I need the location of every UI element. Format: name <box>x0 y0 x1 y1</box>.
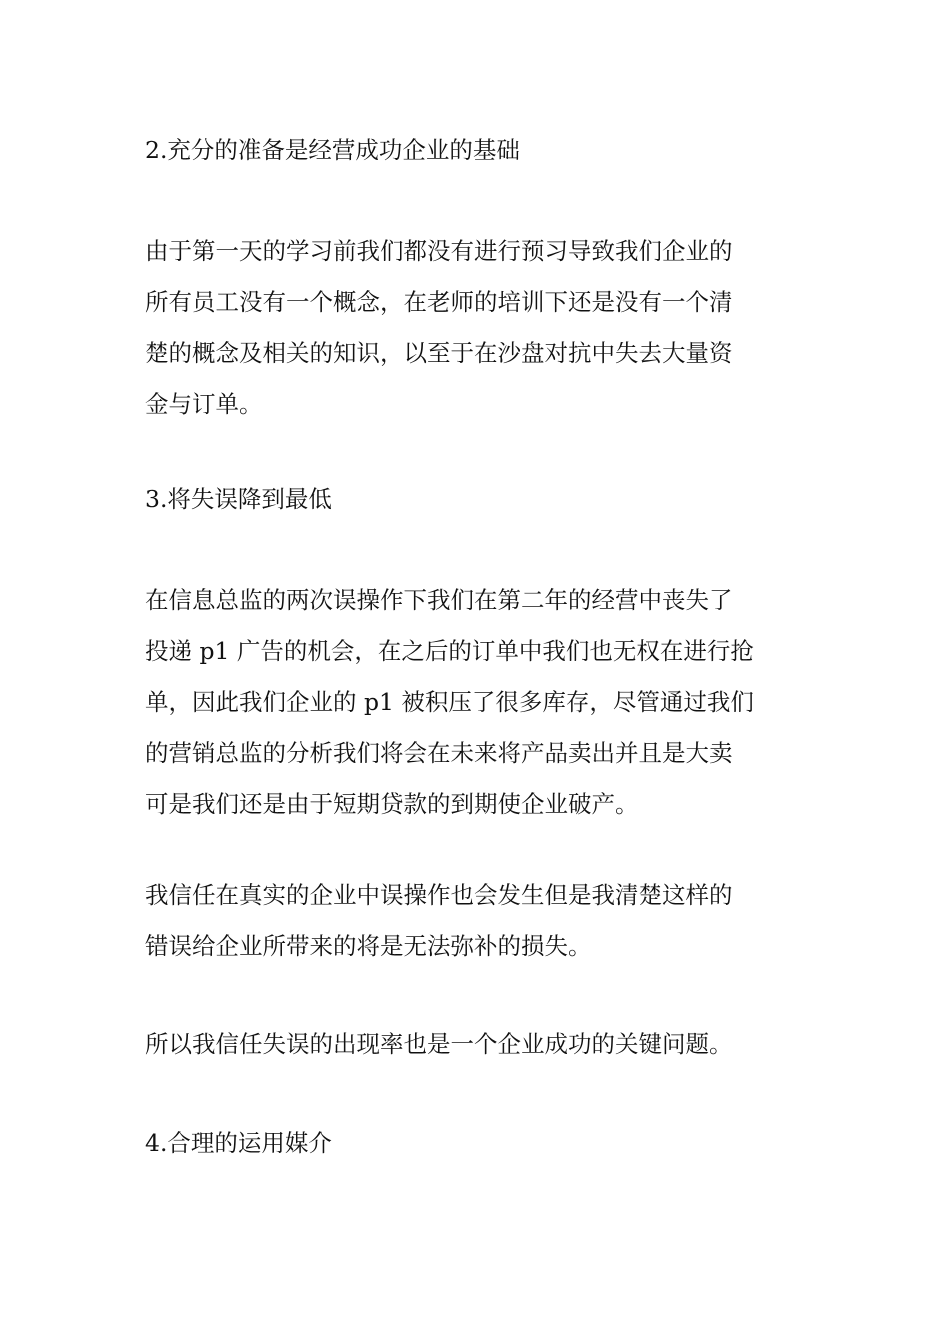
paragraph-line: 可是我们还是由于短期贷款的到期使企业破产。 <box>145 790 639 818</box>
paragraph-2 <box>145 575 810 830</box>
paragraph-4 <box>145 1019 810 1070</box>
heading-text: 2.充分的准备是经营成功企业的基础 <box>145 136 520 164</box>
section-heading-2 <box>145 125 810 176</box>
paragraph-3 <box>145 870 810 972</box>
paragraph-line: 我信任在真实的企业中误操作也会发生但是我清楚这样的 <box>145 881 733 909</box>
paragraph-line: 错误给企业所带来的将是无法弥补的损失。 <box>145 932 592 960</box>
paragraph-line: 在信息总监的两次误操作下我们在第二年的经营中丧失了 <box>145 586 733 614</box>
paragraph-1 <box>145 226 810 430</box>
section-heading-4 <box>145 1118 810 1169</box>
section-heading-3 <box>145 474 810 525</box>
heading-text: 4.合理的运用媒介 <box>145 1129 332 1157</box>
paragraph-line: 金与订单。 <box>145 390 263 418</box>
heading-text: 3.将失误降到最低 <box>145 485 332 513</box>
paragraph-line: 单，因此我们企业的 p1 被积压了很多库存，尽管通过我们 <box>145 688 754 716</box>
paragraph-line: 由于第一天的学习前我们都没有进行预习导致我们企业的 <box>145 237 733 265</box>
paragraph-line: 投递 p1 广告的机会，在之后的订单中我们也无权在进行抢 <box>145 637 754 665</box>
paragraph-line: 所以我信任失误的出现率也是一个企业成功的关键问题。 <box>145 1030 733 1058</box>
paragraph-line: 的营销总监的分析我们将会在未来将产品卖出并且是大卖 <box>145 739 733 767</box>
paragraph-line: 所有员工没有一个概念，在老师的培训下还是没有一个清 <box>145 288 733 316</box>
paragraph-line: 楚的概念及相关的知识，以至于在沙盘对抗中失去大量资 <box>145 339 733 367</box>
